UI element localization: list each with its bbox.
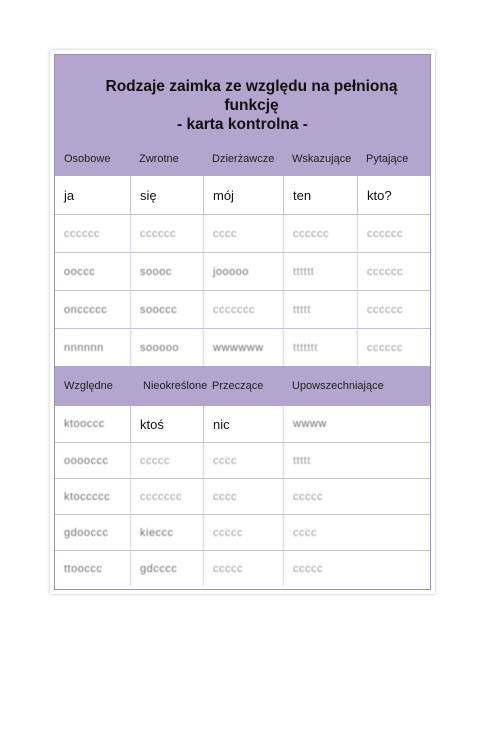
worksheet-card [50,50,435,594]
header-osobowe: Osobowe [64,152,111,165]
table-row [55,252,430,290]
table-cell: ktooccc [64,418,105,430]
header-dzierzawcze: Dzierżawcze [212,152,275,165]
table-cell: ttttttt [283,329,357,366]
table-cell: cccccc [357,253,430,290]
table-row [55,442,430,478]
table-cell: ktoccccc [64,490,111,503]
table-row [55,550,430,586]
table-cell: cccccc [130,215,203,252]
table-row [55,290,430,328]
table-cell: cccc [203,479,283,514]
table-cell: cccccc [357,329,430,366]
table-cell: wwww [283,406,430,442]
table-cell: ccccc [283,479,430,514]
table-cell: ooccc [64,265,96,278]
table-cell: cccccc [64,227,100,240]
header-przeczace: Przeczące [212,380,264,392]
table-cell: jooooo [203,253,283,290]
section2-header-row [55,366,430,406]
table-cell: wwwwww [203,329,283,366]
table-cell: kto? [357,176,430,214]
table-cell: cccccc [357,291,430,328]
header-wskazujace: Wskazujące [292,152,352,165]
worksheet-title [55,77,430,134]
title-line-1: Rodzaje zaimka ze względu na pełnioną [105,78,398,95]
worksheet-frame [54,54,431,590]
table-row [55,514,430,550]
table-cell: się [130,176,203,214]
table-cell: cccc [203,443,283,478]
title-line-3: - karta kontrolna - [177,116,308,133]
table-cell: gdcccc [130,551,203,586]
table-cell: ccccc [203,551,283,586]
table-row [55,214,430,252]
table-cell: ttooccc [64,562,103,575]
table-cell: ccccccc [130,479,203,514]
table-cell: ttttt [283,443,430,478]
table-cell: cccccc [357,215,430,252]
title-line-2: funkcję [224,97,279,114]
table-cell: soooc [130,253,203,290]
table-cell: sooccc [130,291,203,328]
table-cell: ccccccc [203,291,283,328]
table-cell: sooooo [130,329,203,366]
header-nieokreslone: Nieokreślone [143,380,208,392]
table-cell: ktoś [130,406,203,442]
table-row [55,176,430,214]
table-cell: nic [203,406,283,442]
table-cell: ccccc [130,443,203,478]
table-cell: kieccc [130,515,203,550]
table-cell: ccccc [203,515,283,550]
table-row [55,478,430,514]
table-cell: ccccc [283,551,430,586]
table-cell: nnnnnn [64,341,104,354]
table-cell: ooooccc [64,454,109,467]
table-cell: cccc [203,215,283,252]
header-upowszechniajace: Upowszechniające [292,380,384,392]
header-pytajace: Pytające [366,152,409,165]
table-cell: cccc [283,515,430,550]
section1-header-row [55,141,430,176]
table-cell: onccccc [64,303,108,316]
table-cell: cccccc [283,215,357,252]
table-cell: tttttt [283,253,357,290]
table-cell: ja [64,187,75,203]
table-cell: gdooccc [64,526,109,539]
title-band [55,55,430,141]
table-row [55,406,430,442]
header-zwrotne: Zwrotne [139,152,179,165]
table-row [55,328,430,366]
table-cell: ten [283,176,357,214]
table-cell: ttttt [283,291,357,328]
header-wzgledne: Względne [64,380,113,392]
table-cell: mój [203,176,283,214]
